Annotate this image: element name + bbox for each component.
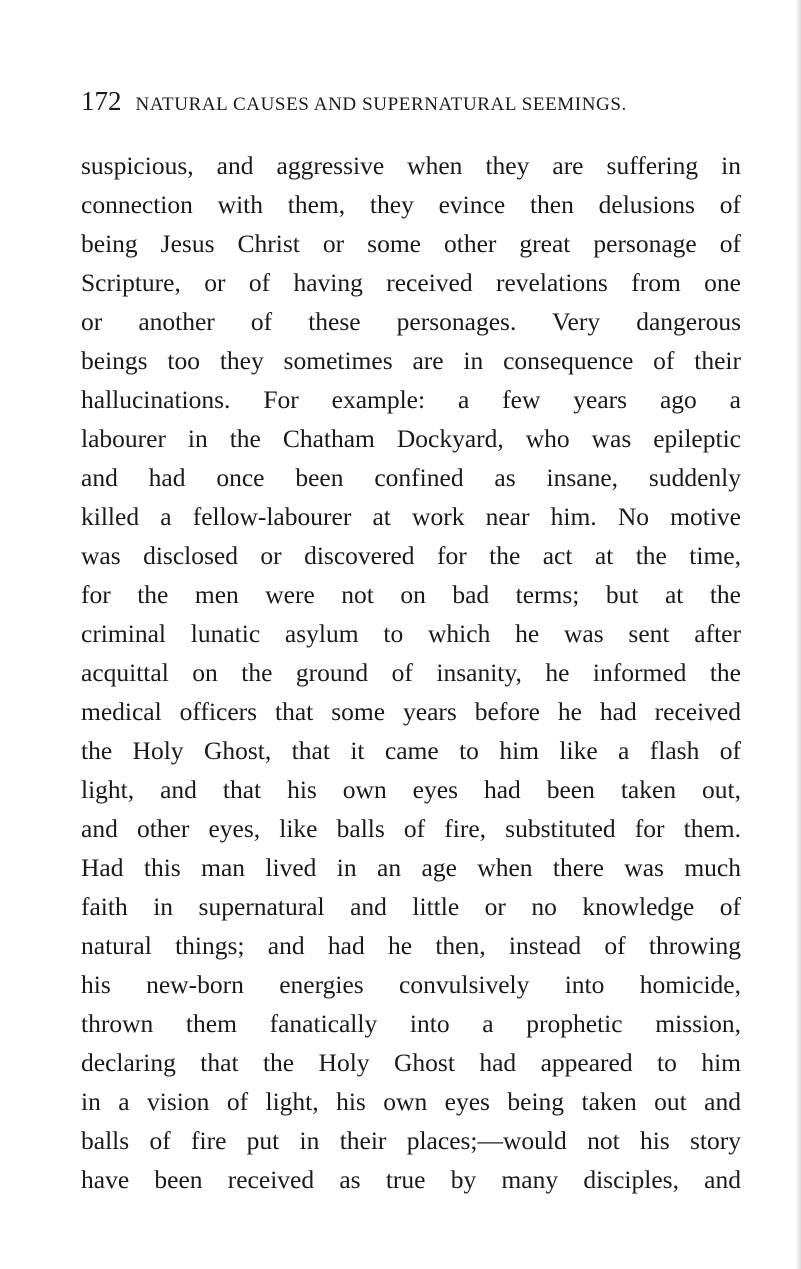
body-text <box>81 146 741 1199</box>
text-line: light, and that his own eyes had been taken out, <box>81 775 741 804</box>
page-edge-shadow <box>795 0 801 1269</box>
text-line: balls of fire put in their places;—would not his story <box>81 1126 741 1155</box>
text-line: acquittal on the ground of insanity, he informed the <box>81 658 741 687</box>
text-line: killed a fellow-labourer at work near him. No motive <box>81 502 741 531</box>
page-header <box>81 86 721 126</box>
text-line: and other eyes, like balls of fire, substituted for them. <box>81 814 741 843</box>
text-line: labourer in the Chatham Dockyard, who was epileptic <box>81 424 741 453</box>
text-line: for the men were not on bad terms; but at the <box>81 580 741 609</box>
text-line: medical officers that some years before he had received <box>81 697 741 726</box>
text-line: in a vision of light, his own eyes being taken out and <box>81 1087 741 1116</box>
text-line: was disclosed or discovered for the act at the time, <box>81 541 741 570</box>
running-title: NATURAL CAUSES AND SUPERNATURAL SEEMINGS. <box>135 94 627 115</box>
text-line: Scripture, or of having received revelations from one <box>81 268 741 297</box>
text-line: thrown them fanatically into a prophetic mission, <box>81 1009 741 1038</box>
text-line: or another of these personages. Very dangerous <box>81 307 741 336</box>
text-line: hallucinations. For example: a few years ago a <box>81 385 741 414</box>
text-line: have been received as true by many disciples, and <box>81 1165 741 1194</box>
text-line: faith in supernatural and little or no knowledge of <box>81 892 741 921</box>
text-line: and had once been confined as insane, suddenly <box>81 463 741 492</box>
text-line: his new-born energies convulsively into homicide, <box>81 970 741 999</box>
text-line: suspicious, and aggressive when they are suffering in <box>81 151 741 180</box>
text-line: criminal lunatic asylum to which he was sent after <box>81 619 741 648</box>
text-line: beings too they sometimes are in consequence of their <box>81 346 741 375</box>
text-line: the Holy Ghost, that it came to him like a flash of <box>81 736 741 765</box>
text-line: being Jesus Christ or some other great personage of <box>81 229 741 258</box>
text-line: Had this man lived in an age when there was much <box>81 853 741 882</box>
page-number: 172 <box>81 86 122 116</box>
text-line: connection with them, they evince then delusions of <box>81 190 741 219</box>
text-line: natural things; and had he then, instead of throwing <box>81 931 741 960</box>
text-line: declaring that the Holy Ghost had appeared to him <box>81 1048 741 1077</box>
